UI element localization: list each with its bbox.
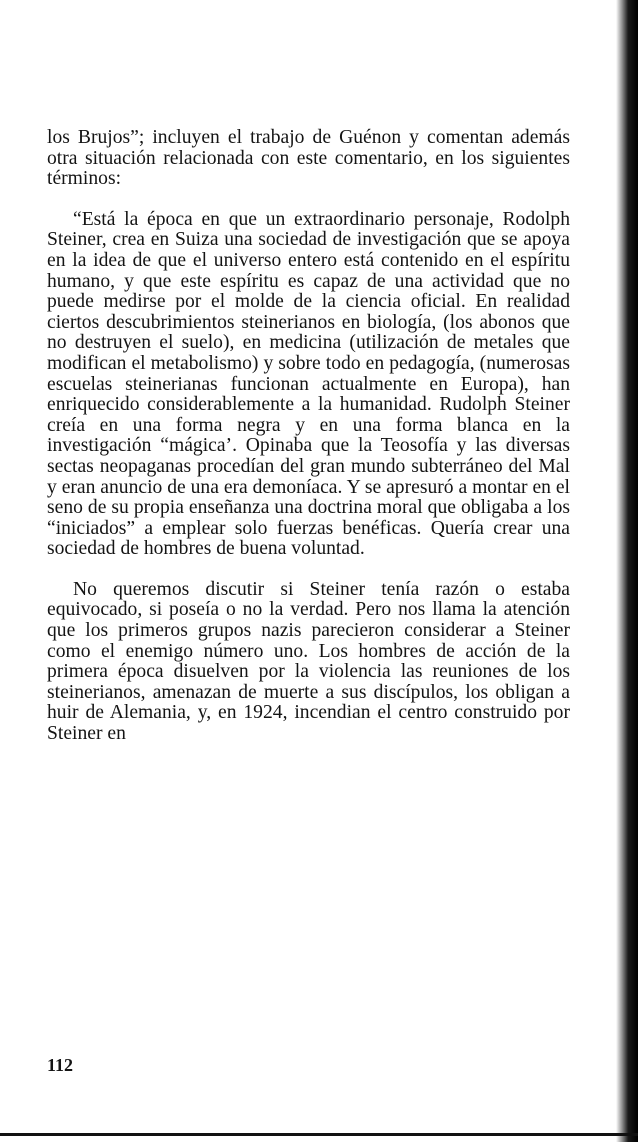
paragraph-quote: “Está la época en que un extraordinario personaje, Rodolph Steiner, crea en Suiza una sociedad de investigación que se apoya en la idea de que el universo entero está contenido en el espíritu humano, y que este espíritu es capaz de una actividad que no puede medirse por el molde de la ciencia oficial. En realidad ciertos descubrimientos steinerianos en biología, (los abonos que no destruyen el suelo), en medicina (utilización de metales que modifican el metabolismo) y sobre todo en pedagogía, (numerosas escuelas steinerianas funcionan actualmente en Europa), han enriquecido considerablemente a la humanidad. Rudolph Steiner creía en una forma negra y en una forma blanca en la investigación “mágica’. Opinaba que la Teosofía y las diversas sectas neopaganas procedían del gran mundo subterráneo del Mal y eran anuncio de una era demoníaca. Y se apresuró a montar en el seno de su propia enseñanza una doctrina moral que obligaba a los “iniciados” a emplear solo fuerzas benéficas. Quería crear una sociedad de hombres de buena voluntad. bbox=[47, 208, 570, 560]
body-text bbox=[47, 128, 570, 745]
scan-edge-bottom bbox=[0, 1133, 638, 1136]
paragraph-continuation: los Brujos”; incluyen el trabajo de Guénon y comentan además otra situación relacionada con este comentario, en los siguientes términos: bbox=[47, 127, 570, 190]
page-number: 112 bbox=[47, 1055, 74, 1075]
paragraph-commentary: No queremos discutir si Steiner tenía razón o estaba equivocado, si poseía o no la verdad. Pero nos llama la atención que los primeros grupos nazis parecieron considerar a Steiner como el enemigo número uno. Los hombres de acción de la primera época disuelven por la violencia las reuniones de los steinerianos, amenazan de muerte a sus discípulos, los obligan a huir de Alemania, y, en 1924, incendian el centro construido por Steiner en bbox=[47, 578, 570, 745]
scan-edge-right bbox=[616, 0, 638, 1142]
paragraph-gap bbox=[47, 190, 570, 210]
paragraph-gap bbox=[47, 560, 570, 580]
